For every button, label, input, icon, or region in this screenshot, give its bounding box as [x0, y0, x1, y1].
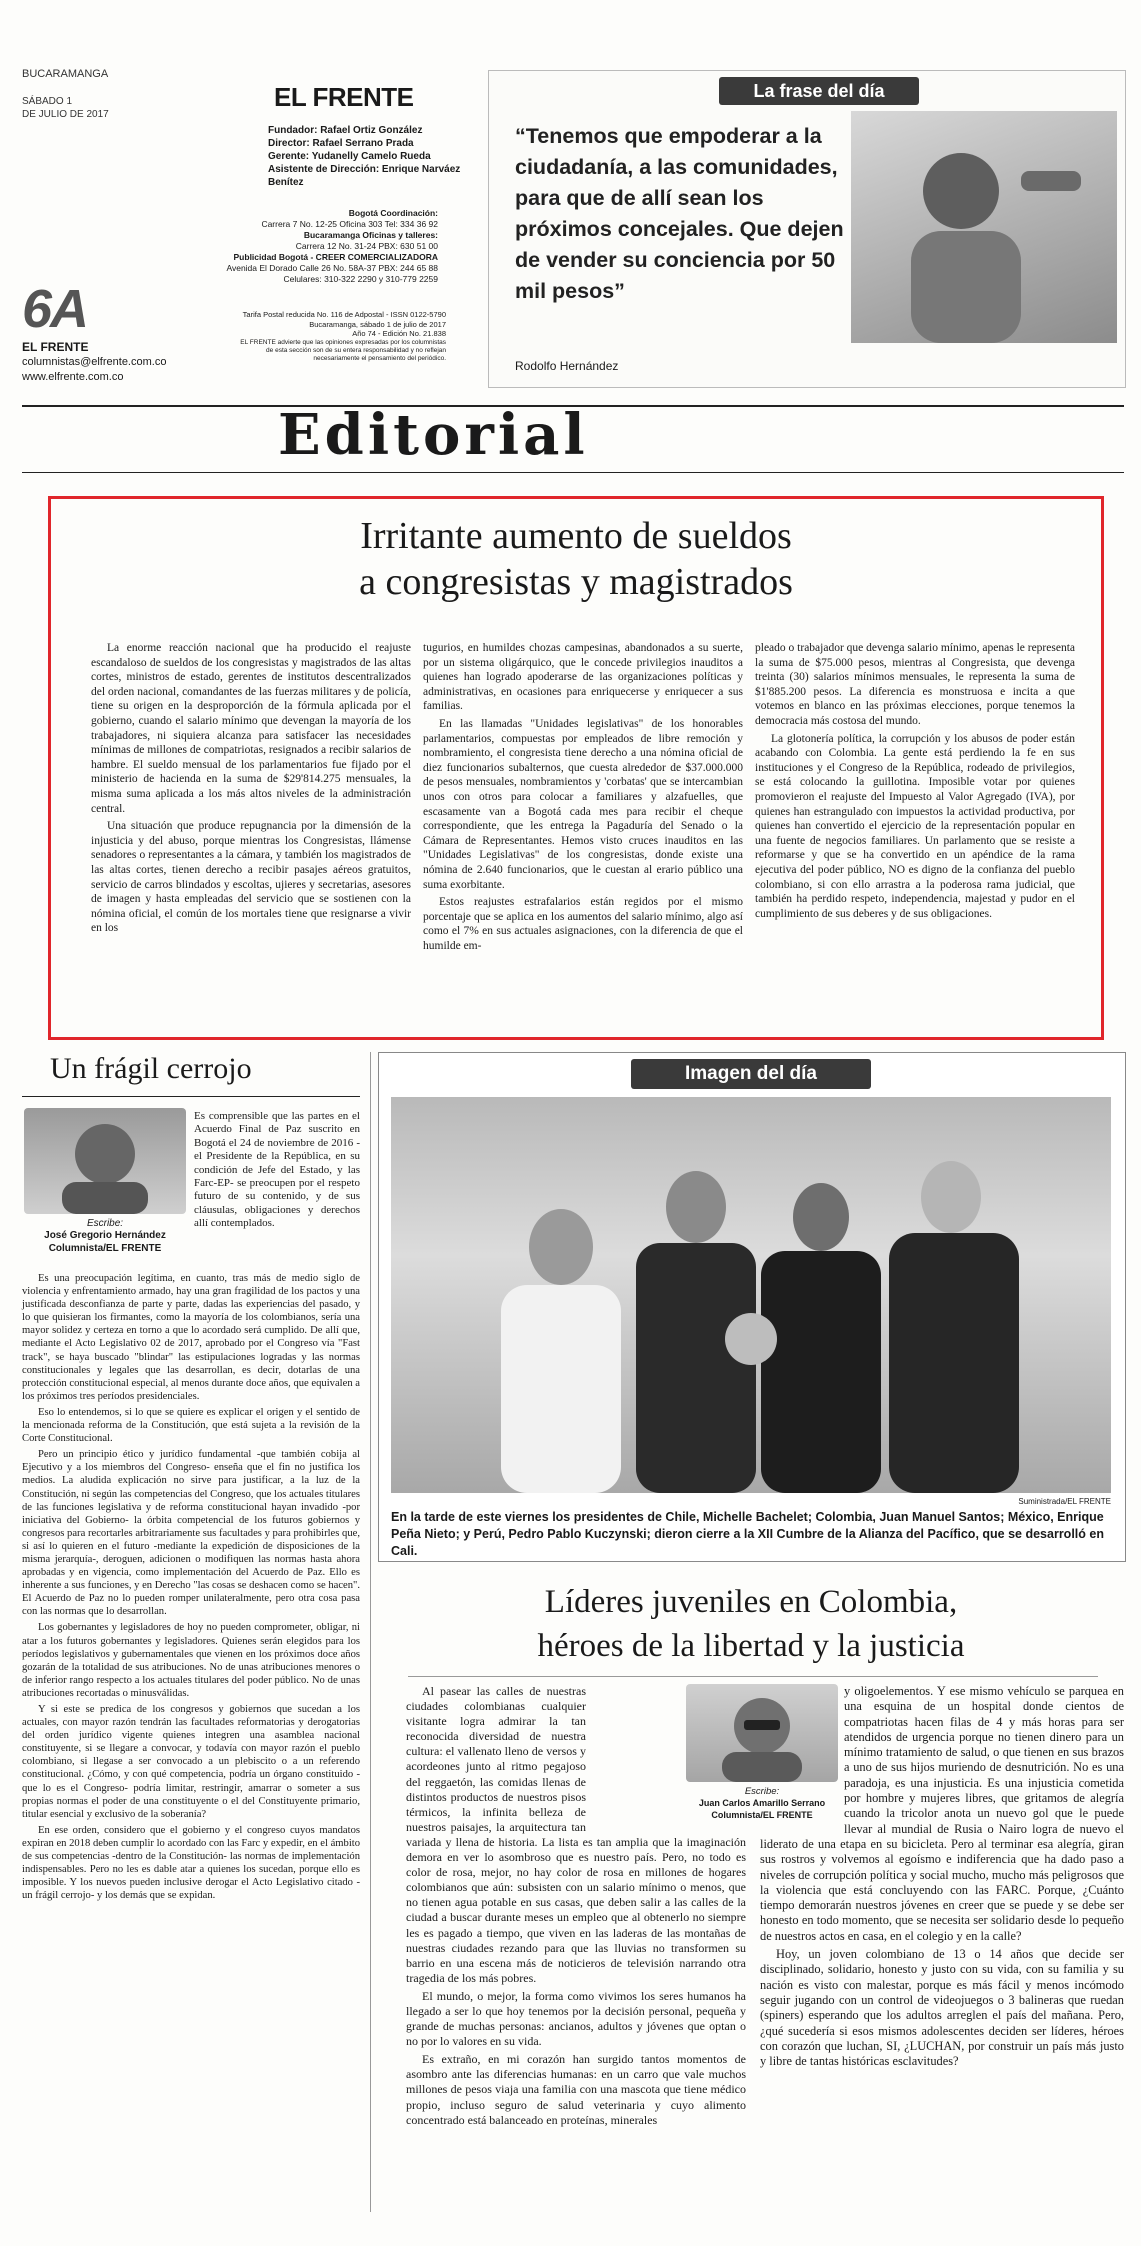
frase-label: La frase del día: [719, 77, 919, 105]
paragraph: Al pasear las calles de nuestras ciudades colombianas cualquier visitante logra admirar la tan reconocida diversidad de nuestra cultura: el vallenato lleno de versos y acordeones junto al ritmo pegajoso del reggaetón, las comidas llenas de distintos productos de nuestros pisos térmicos, la infinita belleza de nuestros paisajes, la arquitectura tan variada y llena de historia. La lista es tan amplia que la imaginación demora en ver lo asombroso que es nuestro país. Pero, no todo es color de rosa, mejor, no hay color de rosa en millones de hogares colombianos que aún: subsisten con un salario mínimo o menos, que no tienen agua potable en sus casas, que deben salir a las calles de la ciudad a buscar durante meses un empleo que al obtenerlo no siempre les es pagado a tiempo, que viven en las laderas de las montañas de nuestras ciudades rezando para que las lluvias no transformen su barrio en una escena más de noticieros de televisión narrando otra tragedia de los más pobres.: [406, 1684, 746, 1985]
legal-note: EL FRENTE advierte que las opiniones expresadas por los columnistas de esta sección son de su entera responsabilidad y no reflejan necesariamente el pensamiento del periódico.: [240, 338, 446, 362]
masthead-box: [208, 70, 478, 380]
contact-line: Avenida El Dorado Calle 26 No. 58A-37 PBX: 244 65 88: [226, 263, 438, 273]
paragraph: Es una preocupación legítima, en cuanto, tras más de medio siglo de violencia y enfrentamiento armado, hay una gran fragilidad de los pactos y una justificada desconfianza de parte y parte, dadas las experiencias del pasado, y lo que quisieran los firmantes, como la mayoría de los colombianos, sería una mayor solidez y certeza en torno a que lo acordado será cumplido. De allí que, mediante el Acto Legislativo 02 de 2017, aprobado por el Congreso vía "Fast track", se haya buscado "blindar" las estipulaciones logradas y las normas constitucionales y legales que las desarrollan, es decir, dotarlas de una protección constitucional especial, al menos durante doce años, que equivalen a los próximos tres períodos presidenciales.: [22, 1273, 360, 1402]
paragraph: La glotonería política, la corrupción y los abusos de poder están acabando con Colombia. La gente está perdiendo la fe en sus instituciones y el Congreso de la República, rodeado de privilegios, se está colocando la guillotina. Imposible votar por quienes promovieron el reajuste del Impuesto al Valor Agregado (IVA), por quienes han estrangulado con impuestos la actividad productiva, por quienes han convertido el ejercicio de la representación popular en una fuente de negocios familiares. Un parlamento que se resiste a reformarse y que se ha convertido en un apéndice de la rama ejecutiva del poder público, NO es digno de la confianza del pueblo colombiano, si con ello arrastra a la poderosa rama judicial, que también ha perdido respeto, independencia, majestad y pudor en el cumplimiento de sus deberes y de sus obligaciones.: [755, 732, 1075, 920]
paragraph: Los gobernantes y legisladores de hoy no pueden comprometer, obligar, ni atar a los futuros gobernantes y legisladores. Quienes serán elegidos para los períodos legislativos y gubernamentales que vienen en los próximos doce años gozarán de la totalidad de sus atribuciones. No de unas atribuciones menores o de inferior rango respecto a los actuales titulares del poder público. No de unas atribuciones recortadas o minusválidas.: [22, 1622, 360, 1699]
contact-line: Carrera 12 No. 31-24 PBX: 630 51 00: [295, 241, 438, 251]
frase-portrait-photo: [851, 111, 1117, 343]
paragraph: Una situación que produce repugnancia por la dimensión de la injusticia y del abuso, porque mientras los Congresistas, llámense senadores o representantes a la cámara, y también los magistrados de las altas cortes, tienen derecho a recibir pasajes aéreos gratuitos, servicio de carros blindados y escoltas, ujieres y secretarias, asesores de imagen y hasta empleadas del servicio que se sostienen con la nómina oficial, el común de los mortales tiene que resignarse a vivir en los: [91, 820, 411, 935]
column1-title-rule: [22, 1096, 360, 1097]
leaders-group-icon: [391, 1097, 1111, 1493]
author-photo: [24, 1108, 186, 1214]
editorial-box: [48, 496, 1104, 1040]
byline-role: Columnista/EL FRENTE: [711, 1810, 813, 1820]
imagen-label: Imagen del día: [631, 1059, 871, 1089]
contact-line: Celulares: 310-322 2290 y 310-779 2259: [283, 274, 438, 284]
frase-author: Rodolfo Hernández: [515, 359, 619, 373]
column2-col-b: [760, 1684, 1124, 2072]
byline-float-spacer: [586, 1684, 746, 1830]
paragraph: pleado o trabajador que devenga salario mínimo, apenas le representa la suma de $75.000 pesos, mientras al Congresista, que devenga treinta (30) salarios mínimos mensuales, le representa la suma de $1'885.200 pesos. La diferencia es monstruosa e incita a que votemos en blanco en las próximas elecciones, porque tenemos la democracia más costosa del mundo.: [755, 642, 1075, 727]
paragraph: Estos reajustes estrafalarios están regidos por el mismo porcentaje que se aplica en los aumentos del salario mínimo, algo así como el 7% en sus actuales asignaciones, con la diferencia de que el humilde em-: [423, 896, 743, 952]
photo-credit: Suministrada/EL FRENTE: [1018, 1497, 1111, 1506]
paragraph: Y si este se predica de los congresos y gobiernos que sucedan a los actuales, con mayor razón tendrán las facultades reformatorias y derogatorias del orden jurídico vigente quienes integren una asamblea nacional constituyente, si se llegare a convocar, y todavía con mayor razón el pueblo colombiano, si llegase a ser convocado a un plebiscito o a un referendo constitucional. ¿Cómo, y con qué competencia, podría un órgano constituido -que lo es el Congreso- podría limitar, restringir, amarrar o someter a sus propias normas el poder de una constituyente o el del Constituyente primario, titular esencial y exclusivo de la soberanía?: [22, 1704, 360, 1820]
title-line: Líderes juveniles en Colombia,: [544, 1584, 958, 1620]
contact-line: Carrera 7 No. 12-25 Oficina 303 Tel: 334 36 92: [261, 219, 438, 229]
column2-title: [378, 1580, 1124, 1668]
paragraph: y oligoelementos. Y ese mismo vehículo se parquea en una esquina de un hospital donde cientos de compatriotas hacen filas de 4 y más horas para ser atendidos de urgencia porque no tienen dinero para un mínimo tratamiento de salud, o que tienen en sus brazos a uno de sus hijos muriendo de desnutrición. No es una paradoja, es una injusticia. Es una injusticia cometida por hombre y mujeres libres, que gritamos de alegría cuando la tricolor anota un nuevo gol que le puede llevar al mundial de Rusia o Nairo logra de nuevo el liderato de una etapa en su bicicleta. Pero al terminar esa alegría, giran sus rostros y volvemos al egoísmo e indiferencia que ha dado paso a niveles de corrupción política y social mucho, mucho más peligrosos que la violencia que está concluyendo con las FARC. Porque, ¿Cuánto tiempo demorarán nuestros jóvenes en creer que se puede y se debe ser honesto en todo momento, que se necesita ser solidario desde lo pequeño de nuestros actos en casa, en el colegio y en la calle?: [760, 1684, 1124, 1943]
photo-caption: En la tarde de este viernes los presidentes de Chile, Michelle Bachelet; Colombia, Juan Manuel Santos; México, Enrique Peña Nieto; y Perú, Pedro Pablo Kuczynski; dieron cierre a la XII Cumbre de la Alianza del Pacífico, que se desarrolló en Cali.: [391, 1510, 1104, 1558]
legal-line: Año 74 - Edición No. 21.838: [352, 329, 446, 338]
contact-line: Publicidad Bogotá - CREER COMERCIALIZADORA: [233, 252, 438, 262]
column1-title: Un frágil cerrojo: [50, 1052, 252, 1085]
editorial-bottom-rule: [22, 472, 1124, 473]
summit-photo: [391, 1097, 1111, 1493]
paragraph: Hoy, un joven colombiano de 13 o 14 años que decide ser disciplinado, solidario, honesto y justo con su vida, con su familia y su nación es visto con malestar, porque es más fácil y menos incómodo seguir jugando con un control de videojuegos o 3 balineras que ruedan (spiners) esperando que los adultos arreglen el país del mañana. Pero, ¿qué sucedería si esos mismos adolescentes deciden ser líderes, héroes con corazón que luchan, SI, ¿LUCHAN, por construir un país más justo y libre de tantas históricas esclavitudes?: [760, 1947, 1124, 2069]
contact-line: Bucaramanga Oficinas y talleres:: [303, 230, 438, 240]
column1-body: [22, 1272, 360, 1905]
column-divider: [370, 1052, 371, 2212]
imagen-box: [378, 1052, 1126, 1562]
headline-line: Irritante aumento de sueldos: [360, 515, 792, 557]
paragraph: En las llamadas "Unidades legislativas" de los honorables parlamentarios, compuestas por empleados de libre remoción y nombramiento, el congresista tiene derecho a una nómina oficial de diez funcionarios subalternos, que cuesta alrededor de $37.000.000 de pesos mensuales, nombramientos y 'corbatas' que se intercambian unos con otros para colocar a familiares y alzafuelles, que escasamente van a Bogotá cada mes para recibir el cheque correspondiente, que les entrega la Pagaduría del Senado o la Cámara de Representantes. Hemos visto cruces inauditos en las "Unidades Legislativas" de los congresistas, donde existe una nómina de 2.640 funcionarios, que le cuestan al erario público una suma exorbitante.: [423, 717, 743, 891]
byline-label: Escribe:: [86, 1218, 124, 1229]
editorial-column-1: [91, 641, 411, 939]
contact-line: Bogotá Coordinación:: [348, 208, 438, 218]
email-link[interactable]: columnistas@elfrente.com.co: [22, 356, 167, 368]
paragraph: Pero un principio ético y jurídico fundamental -que también cobija al Ejecutivo y a los miembros del Congreso- enseña que el fin no justifica los medios. La aludida explicación no sirve para justificar, a la luz de la Constitución, ni según las competencias del Congreso, que los actuales titulares de las funciones legislativa y de reforma constitucional hayan invadido -por iniciativa del Gobierno- la órbita competencial de los futuros gobiernos y congresos para recortarles arbitrariamente sus facultades y para prohibirles que, si así lo quieren en el futuro -mediante la expedición de disposiciones de la misma jerarquía-, deroguen, adicionen o modifiquen las normas hasta ahora aprobadas y en vigencia, como implementación del Acuerdo de Paz. Ello es inherente a sus funciones, y en Derecho "las cosas se deshacen como se hacen". El Acuerdo de Paz no lo pueden romper unilateralmente, pero otra cosa pasa con las normas que lo desarrollan.: [22, 1449, 360, 1618]
byline-float-spacer: [760, 1684, 844, 1830]
masthead-contacts: [208, 208, 438, 285]
city-label: BUCARAMANGA: [22, 68, 109, 80]
editorial-column-3: [755, 641, 1075, 924]
masthead-staff: [268, 124, 478, 189]
column1-byline-box: [24, 1108, 186, 1256]
byline-role: Columnista/EL FRENTE: [48, 1243, 162, 1254]
frase-box: [488, 70, 1126, 388]
staff-line: Fundador: Rafael Ortiz González: [268, 125, 423, 136]
byline-name: José Gregorio Hernández: [44, 1230, 166, 1241]
column1-intro: Es comprensible que las partes en el Acuerdo Final de Paz suscrito en Bogotá el 24 de noviembre de 2016 -el Presidente de la República, en su condición de Jefe del Estado, y las Farc-EP- se preocupen por el respeto futuro de su contenido, y de sus cláusulas, obligaciones y derechos allí contemplados.: [194, 1110, 360, 1230]
paragraph: Eso lo entendemos, si lo que se quiere es explicar el origen y el sentido de la mencionada reforma de la Constitución, que está sujeta a la revisión de la Corte Constitucional.: [22, 1406, 360, 1445]
legal-line: Tarifa Postal reducida No. 116 de Adpostal - ISSN 0122-5790: [242, 310, 446, 319]
staff-line: Director: Rafael Serrano Prada: [268, 138, 414, 149]
portrait-figure-icon: [851, 111, 1117, 343]
date-line-1: SÁBADO 1: [22, 96, 73, 107]
byline-label: Escribe:: [744, 1786, 780, 1797]
title-line: héroes de la libertad y la justicia: [537, 1628, 965, 1664]
section-title: Editorial: [278, 402, 589, 468]
editorial-column-2: [423, 641, 743, 956]
masthead-legal: [236, 310, 446, 363]
paragraph: El mundo, o mejor, la forma como vivimos los seres humanos ha llegado a ser lo que hoy tenemos por la decisión personal, pequeña y grande de muchas personas: ancianos, adultos y jóvenes que optan o no por lo valores en su vida.: [406, 1988, 746, 2049]
page-number: 6A: [22, 279, 88, 339]
masthead-name: EL FRENTE: [274, 82, 414, 112]
column2-title-rule: [408, 1676, 1098, 1677]
legal-line: Bucaramanga, sábado 1 de julio de 2017: [309, 319, 446, 329]
paragraph: La enorme reacción nacional que ha producido el reajuste escandaloso de sueldos de los congresistas y magistrados de las altas cortes, ministros de estado, gerentes de institutos descentralizados del orden nacional, comandantes de las fuerzas militares y de policía, tiene su origen en la desproporción de la fórmula aplicada por el gobierno, cuando el salario mínimo que devengan la mayoría de los trabajadores, ni siquiera alcanza para satisfacer las necesidades mínimas de millones de compatriotas, resignados a recibir salarios de hambre. El sueldo mensual de los parlamentarios fue fijado por el ministerio de hacienda en la suma de $29'814.275 mensuales, la misma suma aplicada a los más altos niveles de la administración central.: [91, 642, 411, 815]
section-label: EL FRENTE: [22, 340, 89, 354]
editorial-headline: [51, 513, 1101, 605]
website-link[interactable]: www.elfrente.com.co: [22, 371, 124, 383]
byline-name: Juan Carlos Amarillo Serrano: [698, 1798, 826, 1808]
staff-line: Gerente: Yudanelly Camelo Rueda: [268, 151, 431, 162]
headline-line: a congresistas y magistrados: [359, 561, 793, 603]
paragraph: tugurios, en humildes chozas campesinas, abandonados a su suerte, por un sistema oligárquico, que le concede privilegios inauditos a quienes han logrado apoderarse de las organizaciones políticas y administrativas, en ocasiones para enriquecerse y enriquecer a sus familias.: [423, 642, 743, 713]
author-portrait-icon: [24, 1108, 186, 1214]
date-line-2: DE JULIO DE 2017: [22, 109, 109, 120]
paragraph: Es extraño, en mi corazón han surgido tantos momentos de asombro ante las diferencias humanas: en un carro que vale muchos millones de pesos viaja una familia con una mascota que tiene médico propio, incluso seguro de salud veterinaria y cuyo alimento concentrado está balanceado en proteínas, minerales: [406, 2052, 746, 2127]
paragraph: En ese orden, considero que el gobierno y el congreso cuyos mandatos expiran en 2018 deben cumplir lo acordado con las Farc y expedir, en el ámbito de sus competencias -dentro de la Constitución- las normas de implementación indispensables. Pero no les es dable atar a quienes los sucedan, porque ello es imposible. Y los nuevos pueden inclusive derogar el Acto Legislativo citado -un frágil cerrojo- y los demás que se expidan.: [22, 1824, 360, 1902]
staff-line: Asistente de Dirección: Enrique Narváez Benítez: [268, 164, 461, 188]
frase-quote: “Tenemos que empoderar a la ciudadanía, a las comunidades, para que de allí sean los próximos concejales. Que dejen de vender su conciencia por 50 mil pesos”: [515, 124, 844, 303]
column2-col-a: [406, 1684, 746, 2131]
